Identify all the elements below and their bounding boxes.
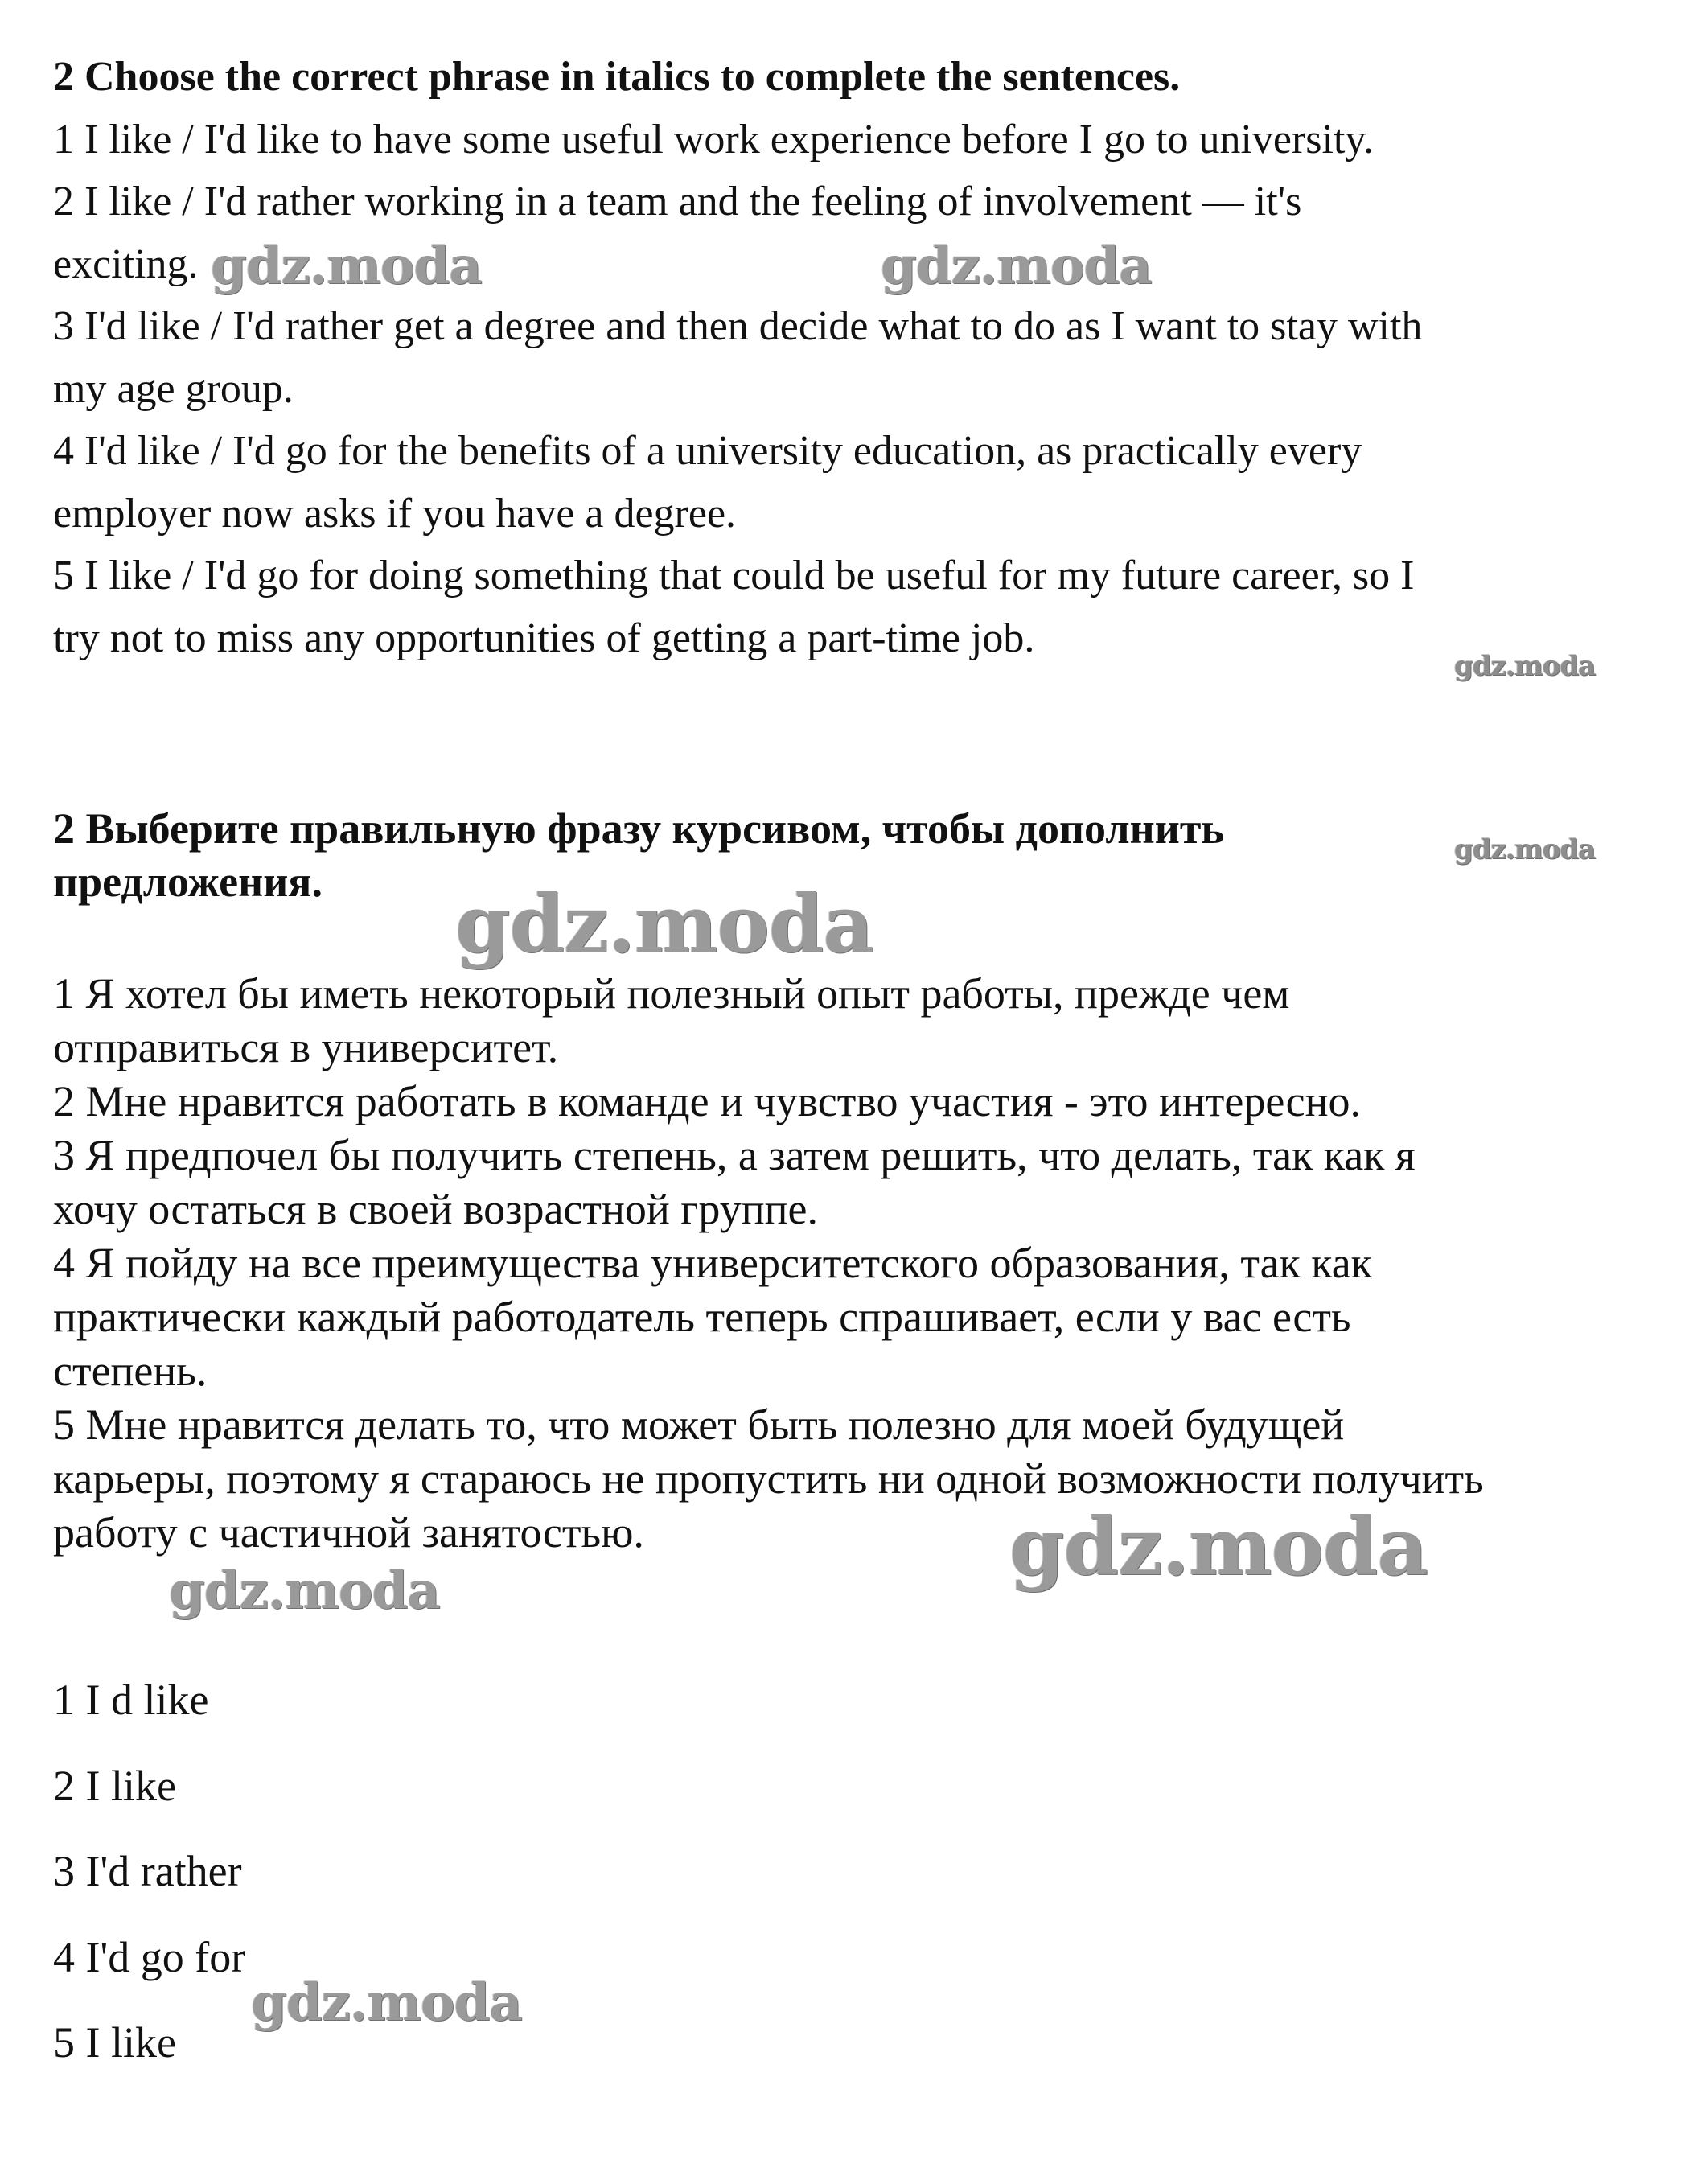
english-line: 1 I like / I'd like to have some useful work experience before I go to university.: [53, 117, 1375, 162]
russian-line: работу с частичной занятостью.: [53, 1508, 644, 1557]
answer-item: 1 I d like: [53, 1676, 209, 1724]
english-line: try not to miss any opportunities of getting a part-time job.: [53, 615, 1035, 661]
answer-item: 4 I'd go for: [53, 1933, 246, 1981]
russian-line: 3 Я предпочел бы получить степень, а затем решить, что делать, так как я: [53, 1131, 1416, 1179]
russian-heading: 2 Выберите правильную фразу курсивом, чтобы дополнить: [53, 804, 1224, 853]
english-line: my age group.: [53, 366, 294, 412]
russian-line: хочу остаться в своей возрастной группе.: [53, 1185, 818, 1233]
watermark: gdz.moda: [1009, 1501, 1428, 1594]
english-line: 5 I like / I'd go for doing something that could be useful for my future career, so I: [53, 553, 1415, 598]
english-line: 4 I'd like / I'd go for the benefits of a university education, as practically every: [53, 428, 1362, 474]
answer-item: 2 I like: [53, 1762, 176, 1810]
english-line: 3 I'd like / I'd rather get a degree and then decide what to do as I want to stay with: [53, 303, 1423, 349]
watermark: gdz.moda: [251, 1972, 522, 2033]
english-heading: 2 Choose the correct phrase in italics to complete the sentences.: [53, 54, 1181, 100]
russian-line: карьеры, поэтому я стараюсь не пропустить ни одной возможности получить: [53, 1454, 1484, 1503]
english-line: exciting.: [53, 241, 199, 287]
watermark: gdz.moda: [881, 236, 1152, 296]
english-line: 2 I like / I'd rather working in a team and the feeling of involvement — it's: [53, 179, 1302, 224]
watermark: gdz.moda: [211, 236, 482, 296]
watermark: gdz.moda: [169, 1561, 440, 1621]
russian-line: 2 Мне нравится работать в команде и чувство участия - это интересно.: [53, 1077, 1362, 1125]
watermark: gdz.moda: [455, 878, 873, 971]
english-line: employer now asks if you have a degree.: [53, 491, 737, 537]
russian-line: 4 Я пойду на все преимущества университетского образования, так как: [53, 1239, 1372, 1287]
watermark: gdz.moda: [1454, 833, 1596, 866]
russian-heading: предложения.: [53, 858, 323, 906]
answer-item: 3 I'd rather: [53, 1847, 242, 1895]
russian-line: отправиться в университет.: [53, 1023, 559, 1071]
russian-line: 1 Я хотел бы иметь некоторый полезный опыт работы, прежде чем: [53, 969, 1290, 1018]
answer-item: 5 I like: [53, 2018, 176, 2067]
russian-line: практически каждый работодатель теперь спрашивает, если у вас есть: [53, 1293, 1351, 1341]
russian-line: степень.: [53, 1347, 208, 1395]
russian-line: 5 Мне нравится делать то, что может быть полезно для моей будущей: [53, 1400, 1345, 1449]
watermark: gdz.moda: [1454, 650, 1596, 682]
